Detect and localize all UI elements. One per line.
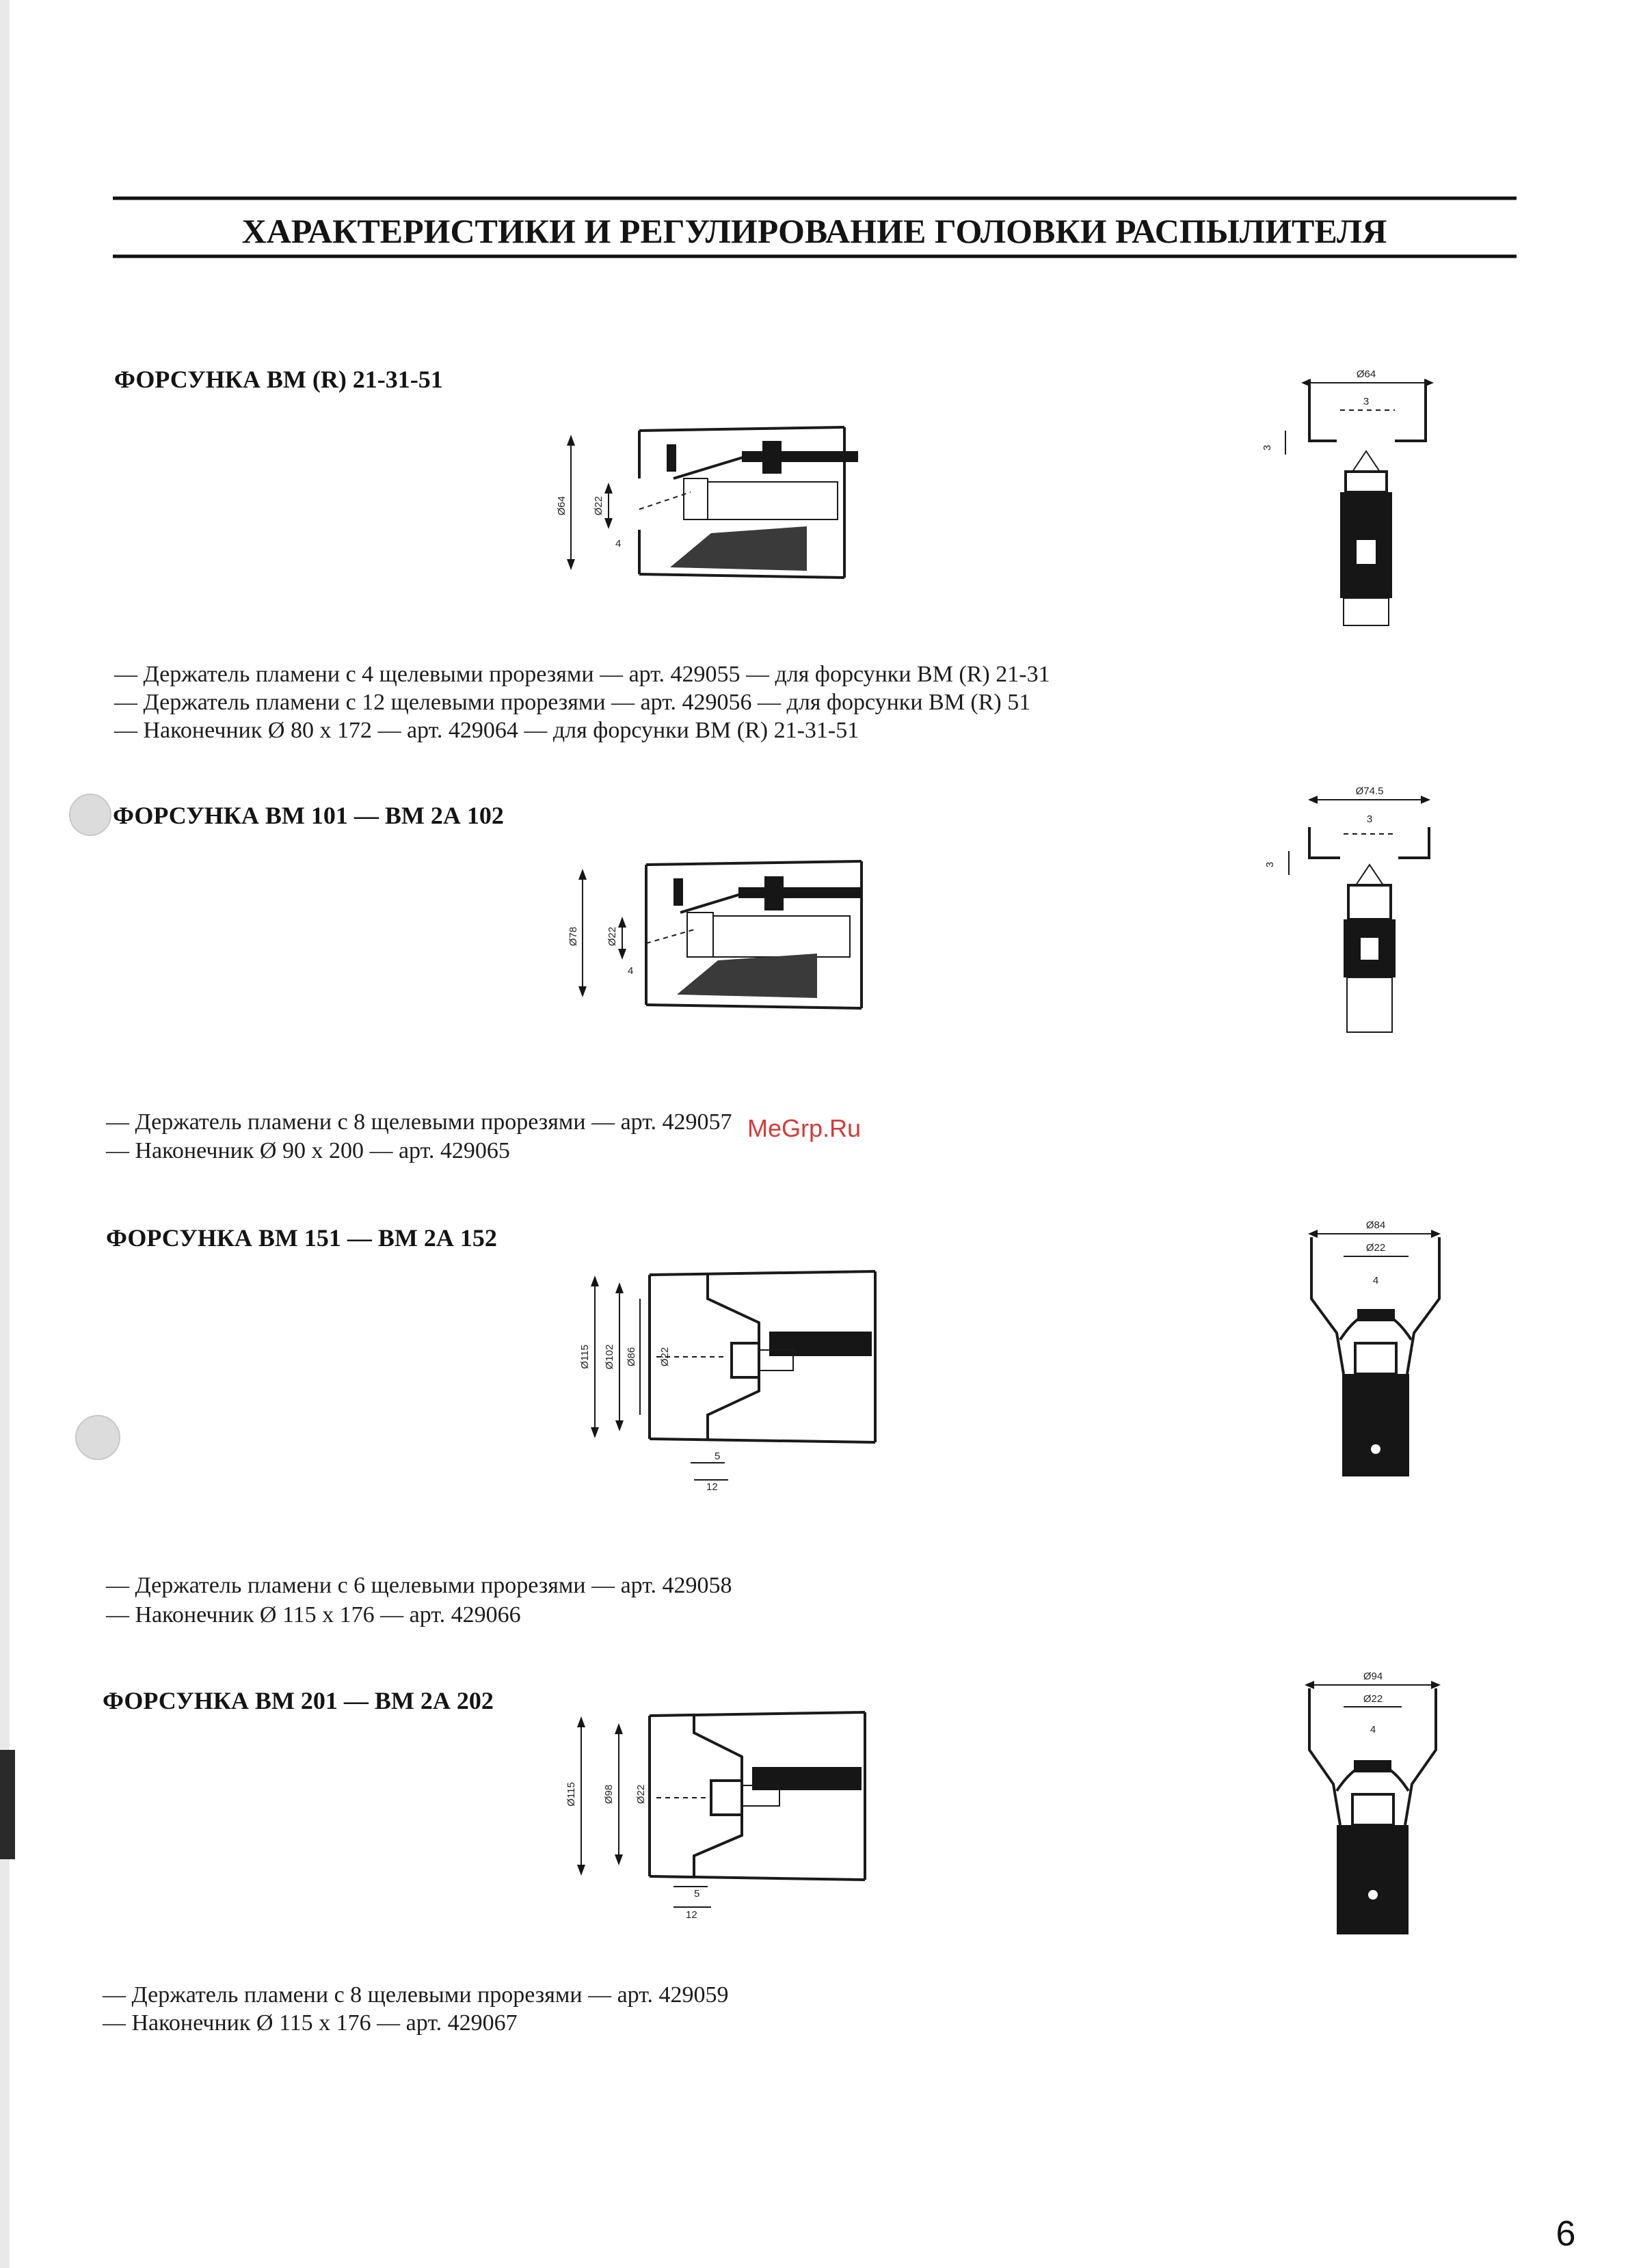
dim-label: Ø22 <box>606 926 618 947</box>
dim-label: Ø86 <box>626 1347 637 1367</box>
dim-label: Ø22 <box>593 496 604 516</box>
dim-label: 4 <box>1372 1275 1379 1286</box>
dim-label: 3 <box>1262 444 1273 451</box>
watermark: MeGrp.Ru <box>747 1114 862 1142</box>
dim-label: Ø22 <box>659 1347 671 1367</box>
section-1 <box>114 366 1434 743</box>
punch-hole <box>70 794 111 835</box>
section-heading: ФОРСУНКА ВМ (R) 21-31-51 <box>114 366 443 393</box>
dim-label: 5 <box>715 1450 721 1462</box>
side-view-diagram <box>565 1712 865 1921</box>
dim-label: Ø22 <box>635 1784 647 1805</box>
section-3 <box>105 1219 1441 1628</box>
spec-line: — Держатель пламени с 6 щелевыми прорезями — арт. 429058 <box>106 1573 732 1598</box>
spec-line: — Держатель пламени с 8 щелевыми прорезями — арт. 429059 <box>103 1982 729 2008</box>
section-heading: ФОРСУНКА ВМ 201 — ВМ 2А 202 <box>103 1687 494 1714</box>
dim-label: Ø115 <box>565 1782 577 1807</box>
page-number: 6 <box>1556 2214 1576 2254</box>
dim-label: 4 <box>628 965 634 977</box>
dim-label: Ø64 <box>1356 368 1376 380</box>
spec-line: — Наконечник Ø 115 x 176 — арт. 429067 <box>103 2010 518 2036</box>
dim-label: 12 <box>706 1481 718 1493</box>
page-title: ХАРАКТЕРИСТИКИ И РЕГУЛИРОВАНИЕ ГОЛОВКИ РАСПЫЛИТЕЛЯ <box>241 212 1387 250</box>
section-heading: ФОРСУНКА ВМ 151 — ВМ 2А 152 <box>106 1224 497 1252</box>
punch-hole <box>76 1416 120 1459</box>
spec-line: — Наконечник Ø 90 x 200 — арт. 429065 <box>106 1138 510 1163</box>
dim-label: Ø94 <box>1363 1671 1383 1682</box>
dim-label: Ø78 <box>568 926 579 947</box>
top-view-diagram <box>1305 1671 1441 1934</box>
section-heading: ФОРСУНКА ВМ 101 — ВМ 2А 102 <box>113 802 504 829</box>
side-view-diagram <box>568 861 862 1008</box>
top-view-diagram <box>1308 1219 1441 1476</box>
spec-line: — Наконечник Ø 80 x 172 — арт. 429064 — для форсунки ВМ (R) 21-31-51 <box>114 718 859 743</box>
dim-label: Ø74.5 <box>1355 785 1384 797</box>
scan-edge <box>0 0 10 2268</box>
dim-label: Ø22 <box>1365 1242 1386 1254</box>
spec-line: — Держатель пламени с 4 щелевыми прорезями — арт. 429055 — для форсунки ВМ (R) 21-31 <box>114 662 1050 687</box>
dim-label: 4 <box>1370 1724 1376 1736</box>
dim-label: Ø64 <box>556 496 568 516</box>
scan-edge-mark <box>0 1750 15 1859</box>
dim-label: Ø84 <box>1365 1219 1386 1231</box>
side-view-diagram <box>579 1271 875 1493</box>
dim-label: 3 <box>1363 396 1370 407</box>
spec-line: — Держатель пламени с 12 щелевыми прорезями — арт. 429056 — для форсунки ВМ (R) 51 <box>114 690 1031 715</box>
section-2 <box>105 785 1430 1163</box>
side-view-diagram <box>556 427 858 578</box>
spec-line: — Наконечник Ø 115 x 176 — арт. 429066 <box>106 1602 521 1628</box>
dim-label: 4 <box>615 538 622 550</box>
dim-label: Ø98 <box>603 1784 615 1805</box>
spec-line: — Держатель пламени с 8 щелевыми прорезями — арт. 429057 <box>106 1109 732 1135</box>
dim-label: 12 <box>686 1909 697 1921</box>
dim-label: 5 <box>694 1888 700 1900</box>
dim-label: 3 <box>1366 813 1373 825</box>
dim-label: Ø102 <box>604 1344 615 1370</box>
dim-label: Ø115 <box>579 1345 591 1369</box>
top-view-diagram <box>1262 368 1434 625</box>
section-4 <box>102 1671 1441 2036</box>
dim-label: 3 <box>1264 861 1276 868</box>
dim-label: Ø22 <box>1363 1693 1383 1705</box>
top-view-diagram <box>1264 785 1430 1032</box>
